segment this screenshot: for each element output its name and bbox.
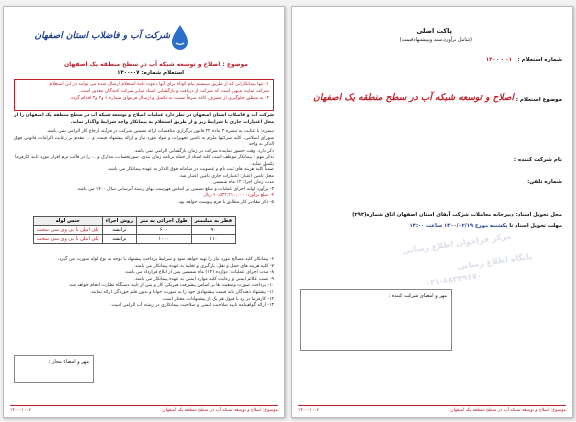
- number-label: شماره استعلام :: [517, 57, 562, 63]
- watermark-line: پایگاه اطلاع رسانی: [456, 251, 533, 272]
- body-line: تکمیل نماید.: [250, 161, 274, 167]
- condition-item: ۱۱- پیشنهاد دهندگان باید قیمت پیشنهادی خود را به صورت خوانا و بدون قلم خوردگی ارائه نمایند.: [90, 289, 274, 295]
- watermark-line: ۰۲۱-۸۸۳۴۹۶۷۰: [424, 271, 483, 288]
- company-label: نام شرکت کننده :: [513, 157, 562, 163]
- envelope-cover-page: [291, 6, 573, 418]
- signature-box: [300, 289, 452, 351]
- conditions-list: [14, 257, 274, 310]
- body-line: مدت زمان اجرا: ۱۲ ماه شمسی: [212, 180, 274, 186]
- number-value: ۰۱ - ۱۴۰۰: [485, 57, 512, 63]
- body-line: ضمناً کلیه هزینه های ثبت نام و عضویت در سامانه فوق الذکر به عهده پیمانکار می باشد.: [107, 167, 274, 172]
- deadline-prefix: مهلت تحویل اسناد تا: [509, 223, 562, 229]
- table-row: [33, 226, 235, 235]
- notice-box: [14, 79, 274, 111]
- copy-label: پاکت اصلی: [416, 27, 452, 35]
- table-header-cell: روش اجراء: [102, 217, 136, 226]
- inquiry-number: استعلام شماره: ۰۷-۱۴۰۰: [117, 70, 184, 76]
- delivery-place: محل تحویل اسناد: دبیرخانه معاملات شرکت آبفای استان اصفهان اتاق شماره(۲۹۳): [352, 212, 562, 218]
- table-header-cell: قطر به میلیمتر: [191, 217, 235, 226]
- page-footer: [10, 405, 278, 413]
- copy-note: (شامل برآورد،سند ویپیشنهادقیمت): [399, 37, 472, 43]
- subject-value: اصلاح و توسعه شبکه آب در سطح منطقه یک اصفهان: [313, 93, 514, 103]
- table-cell: پلی اتیلن با پی وی سی سخت: [33, 235, 102, 244]
- page-footer: [298, 405, 566, 413]
- footer-subject: موضوع: اصلاح و توسعه شبکه آب در سطح منطقه یک اصفهان: [450, 408, 566, 413]
- footer-subject: موضوع: اصلاح و توسعه شبکه آب در سطح منطقه یک اصفهان: [162, 408, 278, 413]
- table-header-cell: جنس لوله: [33, 217, 102, 226]
- table-cell: ترانشه: [102, 226, 136, 235]
- condition-item: ۱۳- ارائه گواهینامه تایید صلاحیت ایمنی و صلاحیت پیمانکاری در رشته آب الزامی است.: [109, 303, 274, 309]
- signature-box: [14, 355, 94, 383]
- table-cell: پلی اتیلن با پی وی سی سخت: [33, 226, 102, 235]
- table-header-cell: طول اجرائی به متر: [136, 217, 191, 226]
- table-cell: ترانشه: [102, 235, 136, 244]
- footer-code: ۱۴۰۰-۱۰۰۷: [10, 408, 31, 413]
- table-row: [33, 235, 235, 244]
- condition-item: ۶- پیمانکار کلیه مصالح مورد نیاز را تهیه خواهد نمود و شرایط پرداخت پیشنهاد با توجه به نوع لوله صورت می گیرد.: [57, 257, 274, 262]
- seal-label: مهر و امضاء مجاز :: [48, 359, 89, 365]
- body-line: ۳- برآورد اولیه اجرای عملیات و مبلغ تضمین بر اساس فهرست بهای رسته آبرسانی سال ۱۴۰۰ می باشد.: [76, 186, 274, 192]
- phone-label: شماره تلفن:: [527, 179, 562, 185]
- footer-code: ۱۴۰۰-۱۰۰۷: [298, 408, 319, 413]
- body-line: شورای اسلامی، کلیه شرکتها ملزم به تامین تجهیزات و مواد مورد نیاز و ارائه پیشنهاد قیمت و ... مقدم بر رعایت الزامات قانونی فوق الذکر به واحد: [14, 135, 274, 148]
- condition-item: ۸- مدت اجرای عملیات: دوازده (۱۲) ماه شمسی پس از ابلاغ قرارداد می باشد.: [124, 270, 274, 276]
- notice-item: شرکت نمایند بدیهی است که شرکت از دریافت و بازگشایی اسناد سایر شرکت کنندگان معذور است.: [79, 88, 269, 94]
- quantities-table: [33, 216, 236, 244]
- body-line: تبصره: با عنایت به تبصره ۳ ماده ۲۲ قانون برگزاری مناقصات ارائه تضمین شرکت در فرآیند ارجاع کار الزامی نمی باشد.: [46, 129, 274, 134]
- inquiry-document-page: [3, 6, 285, 418]
- table-header-row: [33, 217, 235, 226]
- body-paragraph: [14, 129, 274, 169]
- subject-line: موضوع : اصلاح و توسعه شبکه آب در سطح منطقه یک اصفهان: [64, 61, 248, 68]
- body-line: ذکر دارد. وقت حضور نماینده شرکت در زمان بازگشایی الزامی نمی باشد.: [133, 148, 274, 154]
- deadline-value: یکشنبه مورخ ۱۴۰۰/۰۲/۱۹ ساعت ۱۴:۰۰: [409, 223, 508, 229]
- table-cell: ۱۰۰۰: [136, 235, 191, 244]
- notice-item: ۱- تنها پیمانکارانی که از طریق سیستم پیام کوتاه برای آنها دعوت نامه استعلام ارسال شده می توانند در این استعلام: [49, 82, 269, 87]
- deadline-line: [409, 223, 562, 229]
- body-paragraph-2: [14, 167, 274, 207]
- table-cell: ۱۱۰: [191, 235, 235, 244]
- company-title: شرکت آب و فاضلاب استان اصفهان: [34, 31, 170, 41]
- seal-label: مهر و امضای شرکت کننده :: [388, 293, 447, 299]
- condition-item: ۱۲- کارفرما در رد یا قبول هر یک از پیشنهادات مختار است.: [161, 296, 274, 302]
- body-line: ۴- مبلغ برآورد: ۶۰,۵۳۲,۲۱۰,۰۰۰ ریال: [203, 193, 274, 199]
- table-cell: ۶۰۰: [136, 226, 191, 235]
- body-line: تذکر مهم : پیمانکار موظف است کلیه اسناد از جمله برنامه زمان بندی، صورتحساب، مدارک و ... را در قالب نرم افزار مورد تایید کارفرما: [15, 155, 274, 161]
- company-logo: [34, 21, 196, 57]
- condition-item: ۹- نصب علائم ایمنی و رعایت کلیه موارد ایمنی به عهده پیمانکار می باشد.: [133, 276, 274, 282]
- condition-item: ۷- کلیه هزینه های حمل و نقل، بارگیری و تخلیه به عهده پیمانکار می باشد.: [133, 263, 274, 269]
- subject-label: موضوع استعلام :: [515, 97, 562, 103]
- body-line: محل تامین اعتبار: اعتبارات جاری تامین اعتبار شد.: [178, 173, 274, 179]
- body-line: ۵- ذکر مقادیر کار مطابق با فرم پیوست خواهد بود.: [177, 199, 274, 205]
- condition-item: ۱۰- پرداخت صورت وضعیت ها بر اساس پیشرفت فیزیکی کار و پس از تایید دستگاه نظارت انجام خواهد شد.: [68, 283, 274, 289]
- notice-item: ۲- به منظور جلوگیری از مصرف کاغذ صرفاً نسبت به تکمیل و ارسال فرمهای شماره ۱ و۲ و۳ اقدام گردد.: [69, 95, 269, 101]
- table-cell: ۹۰: [191, 226, 235, 235]
- watermark-line: مرکز فراخوان اطلاع رسانی: [402, 231, 513, 256]
- intro-paragraph: شرکت آب و فاضلاب استان اصفهان در نظر دارد عملیات اصلاح و توسعه شبکه آب در سطح منطقه یک اصفهان را از محل اعتبارات جاری با شرایط زیر و از طریق استعلام به پیمانکار واجد شرایط واگذار نماید.: [14, 113, 274, 125]
